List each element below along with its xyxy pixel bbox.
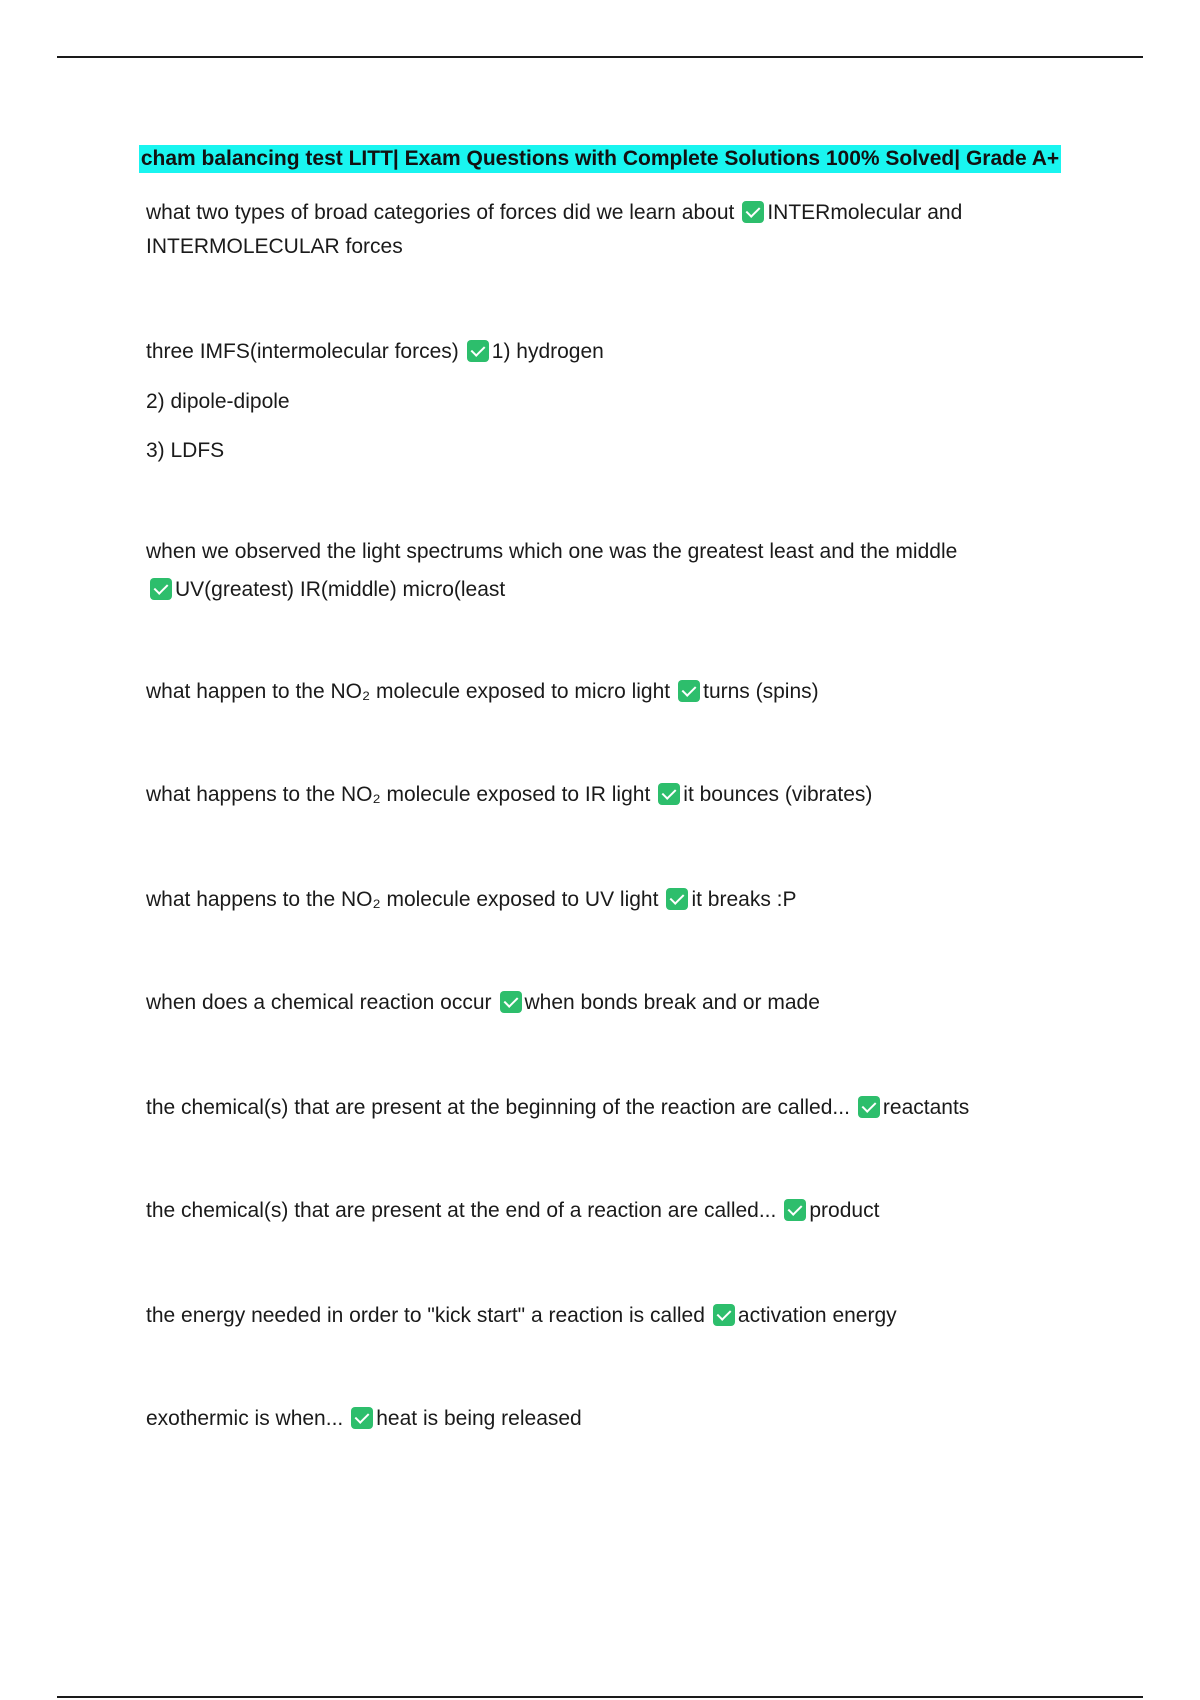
qa-item-continued [146,573,1046,607]
question-text: what happens to the NO₂ molecule exposed to IR light [146,783,651,806]
question-text: the energy needed in order to "kick start" a reaction is called [146,1304,705,1327]
answer-text: turns (spins) [703,680,819,703]
qa-item [146,196,1046,230]
check-icon [858,1096,880,1118]
check-icon [713,1304,735,1326]
top-rule [57,56,1143,58]
check-icon [150,578,172,600]
qa-item [146,883,1046,917]
qa-item [146,335,1046,369]
qa-item-continued [146,385,1046,419]
check-icon [658,783,680,805]
bottom-rule [57,1696,1143,1698]
qa-item-continued [146,230,1046,264]
answer-text: it breaks :P [691,888,797,911]
answer-text: INTERMOLECULAR forces [146,235,403,258]
qa-item [146,1299,1046,1333]
answer-text: activation energy [737,1304,897,1327]
qa-item [146,986,1046,1020]
question-text: three IMFS(intermolecular forces) [146,340,459,363]
document-title: cham balancing test LITT| Exam Questions with Complete Solutions 100% Solved| Grade A+ [139,145,1061,173]
qa-item [146,535,1046,569]
qa-item [146,1402,1046,1436]
answer-text: product [809,1199,880,1222]
check-icon [678,680,700,702]
answer-text: INTERmolecular and [767,201,963,224]
qa-item [146,675,1046,709]
check-icon [666,888,688,910]
check-icon [351,1407,373,1429]
answer-text: 1) hydrogen [491,340,604,363]
question-text: what happens to the NO₂ molecule exposed to UV light [146,888,659,911]
title-container [0,145,1200,173]
qa-item [146,1194,1046,1228]
qa-item-continued [146,434,1046,468]
question-text: the chemical(s) that are present at the end of a reaction are called... [146,1199,777,1222]
answer-text: 2) dipole-dipole [146,390,290,413]
check-icon [500,991,522,1013]
answer-text: when bonds break and or made [524,991,820,1014]
check-icon [742,201,764,223]
qa-item [146,778,1046,812]
question-text: exothermic is when... [146,1407,344,1430]
question-text: when does a chemical reaction occur [146,991,492,1014]
answer-text: heat is being released [376,1407,582,1430]
question-text: when we observed the light spectrums which one was the greatest least and the middle [146,540,958,563]
check-icon [784,1199,806,1221]
answer-text: reactants [882,1096,970,1119]
question-text: the chemical(s) that are present at the beginning of the reaction are called... [146,1096,850,1119]
answer-text: it bounces (vibrates) [683,783,873,806]
qa-item [146,1091,1046,1125]
check-icon [467,340,489,362]
question-text: what two types of broad categories of forces did we learn about [146,201,735,224]
answer-text: 3) LDFS [146,439,225,462]
question-text: what happen to the NO₂ molecule exposed to micro light [146,680,671,703]
answer-text: UV(greatest) IR(middle) micro(least [175,578,506,601]
